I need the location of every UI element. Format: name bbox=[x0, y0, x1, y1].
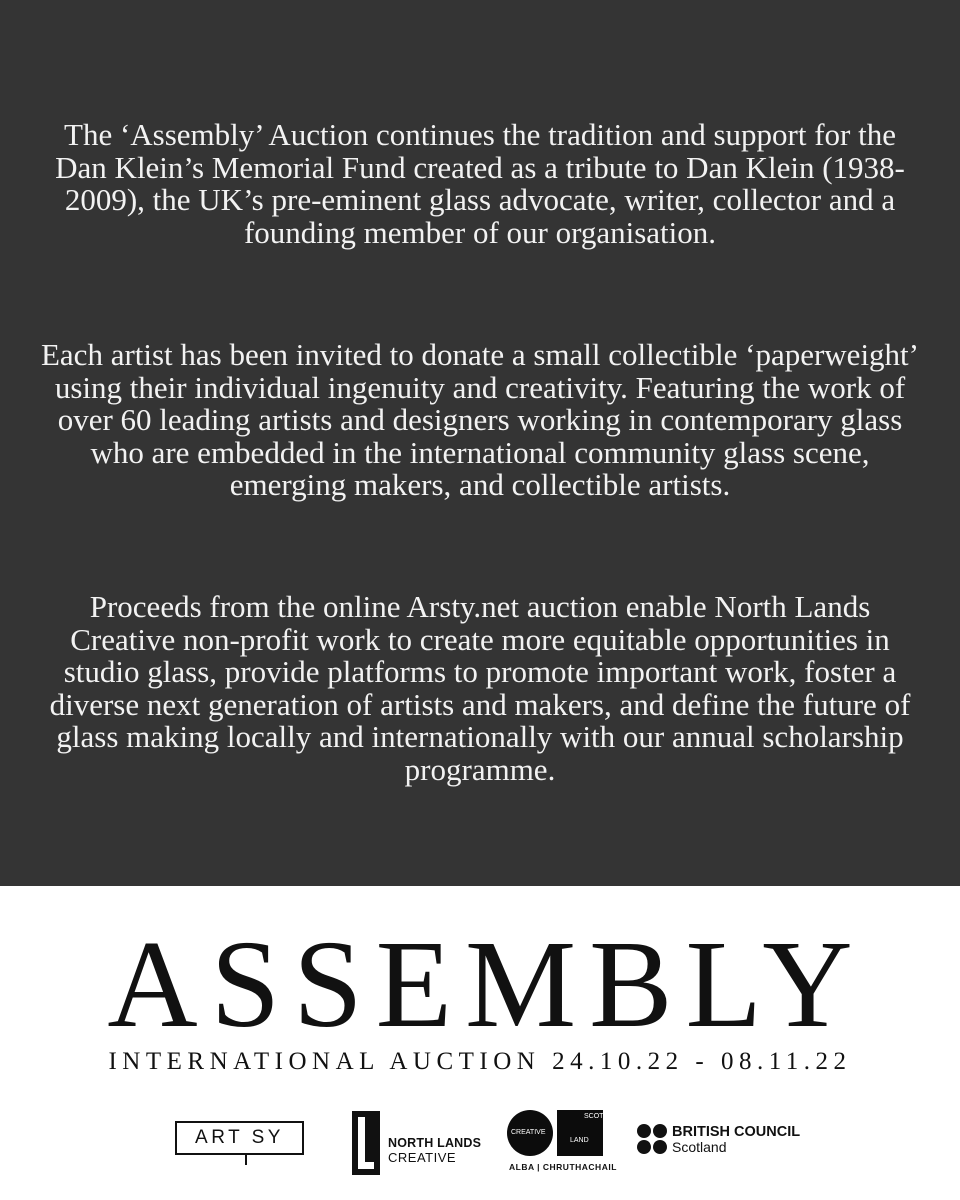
british-council-name: BRITISH COUNCIL bbox=[672, 1124, 801, 1140]
north-lands-name: NORTH LANDS bbox=[388, 1136, 482, 1150]
north-lands-mark-icon bbox=[352, 1111, 380, 1175]
british-council-dots-icon bbox=[636, 1123, 668, 1155]
creative-scotland-land: LAND bbox=[570, 1137, 589, 1144]
british-council-region: Scotland bbox=[672, 1139, 727, 1155]
north-lands-sub: CREATIVE bbox=[388, 1150, 457, 1165]
intro-paragraph-3: Proceeds from the online Arsty.net auction enable North Lands Creative non-profit work to create more equitable opportunities in studio glass, provide platforms to promote important work, foster a diverse next generation of artists and makers, and define the future of glass making locally and internationally with our annual scholarship programme. bbox=[49, 589, 911, 787]
auction-subtitle: INTERNATIONAL AUCTION 24.10.22 - 08.11.22 bbox=[108, 1048, 852, 1075]
intro-paragraph-2: Each artist has been invited to donate a small collectible ‘paperweight’ using their individual ingenuity and creativity. Featuring the work of over 60 leading artists and designers working in contemporary glass who are embedded in the international community glass scene, emerging makers, and collectible artists. bbox=[40, 337, 919, 502]
artsy-logo: ART SY bbox=[175, 1121, 304, 1155]
sponsor-logos bbox=[0, 1100, 960, 1190]
creative-scotland-gaelic: ALBA | CHRUTHACHAIL bbox=[509, 1162, 617, 1172]
auction-title: ASSEMBLY bbox=[107, 916, 866, 1054]
intro-paragraph-1: The ‘Assembly’ Auction continues the tradition and support for the Dan Klein’s Memorial Fund created as a tribute to Dan Klein (1938-2009), the UK’s pre-eminent glass advocate, writer, collector and a founding member of our organisation. bbox=[55, 117, 905, 250]
creative-scotland-scot: SCOT bbox=[584, 1113, 604, 1120]
creative-scotland-creative: CREATIVE bbox=[511, 1129, 546, 1136]
artsy-logo-tick bbox=[245, 1153, 247, 1165]
